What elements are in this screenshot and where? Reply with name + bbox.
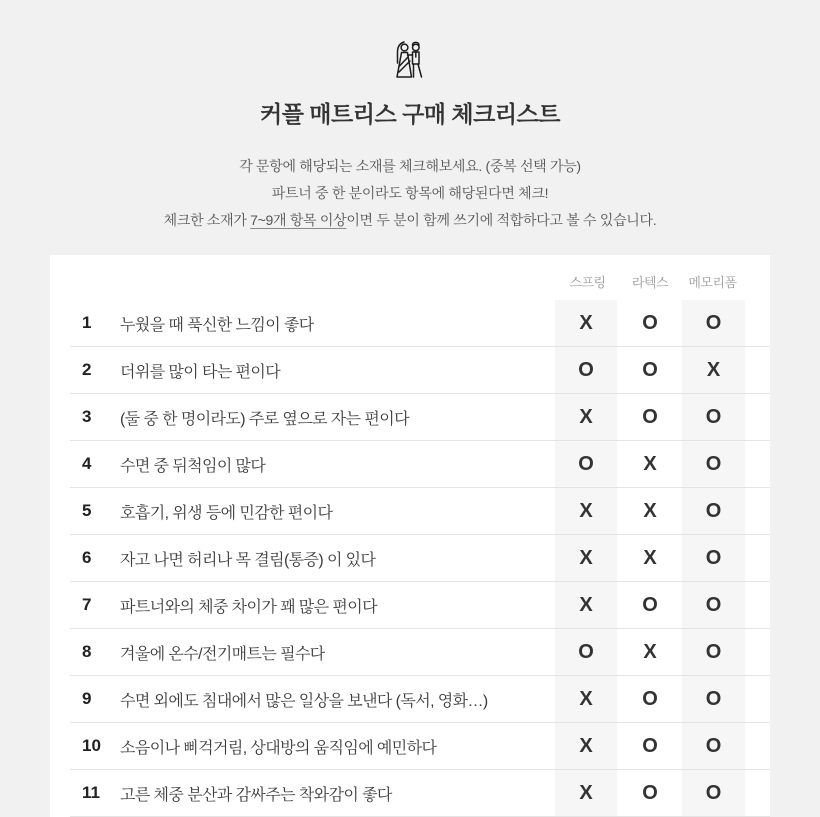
table-row (70, 629, 770, 676)
table-row (70, 582, 770, 629)
row-number: 9 (82, 689, 92, 708)
row-number: 3 (82, 407, 92, 426)
column-header-row (70, 255, 770, 300)
table-row (70, 676, 770, 723)
mark-latex: O (642, 593, 658, 616)
mark-spring: O (555, 441, 620, 487)
row-number: 5 (82, 501, 92, 520)
mark-latex: X (643, 499, 657, 522)
mark-memoryfoam: O (680, 535, 745, 581)
mark-latex: O (642, 358, 658, 381)
row-question: 파트너와의 체중 차이가 꽤 많은 편이다 (120, 598, 377, 616)
table-row (70, 347, 770, 394)
checklist-table (70, 255, 770, 817)
row-number: 4 (82, 454, 92, 473)
page-header (0, 0, 820, 234)
table-row (70, 535, 770, 582)
row-question: 호흡기, 위생 등에 민감한 편이다 (120, 504, 333, 522)
checklist-rows (70, 300, 770, 817)
row-question: 자고 나면 허리나 목 결림(통증) 이 있다 (120, 551, 376, 569)
mark-latex: X (643, 452, 657, 475)
mark-latex: X (643, 546, 657, 569)
row-number: 10 (82, 736, 101, 755)
mark-memoryfoam: O (680, 770, 745, 816)
row-number: 2 (82, 360, 92, 379)
column-header-latex: 라텍스 (631, 275, 669, 290)
row-number: 8 (82, 642, 92, 661)
row-question: 소음이나 삐걱거림, 상대방의 움직임에 예민하다 (120, 739, 437, 757)
table-row (70, 488, 770, 535)
row-number: 7 (82, 595, 92, 614)
page-title: 커플 매트리스 구매 체크리스트 (259, 101, 560, 127)
mark-latex: X (643, 640, 657, 663)
mark-memoryfoam: O (680, 488, 745, 534)
instruction-line-3: 체크한 소재가 7~9개 항목 이상이면 두 분이 함께 쓰기에 적합하다고 볼 수 있습니다. (163, 212, 657, 228)
table-row (70, 770, 770, 817)
row-question: 고른 체중 분산과 감싸주는 착와감이 좋다 (120, 786, 392, 804)
mark-latex: O (642, 687, 658, 710)
mark-spring: X (555, 488, 620, 534)
table-row (70, 300, 770, 347)
row-number: 1 (82, 313, 92, 332)
table-row (70, 441, 770, 488)
mark-memoryfoam: O (680, 629, 745, 675)
mark-spring: O (555, 347, 620, 393)
mark-memoryfoam: X (680, 347, 745, 393)
table-row (70, 723, 770, 770)
row-question: 수면 중 뒤척임이 많다 (120, 457, 266, 475)
row-number: 11 (82, 783, 100, 802)
column-header-spring: 스프링 (569, 275, 606, 290)
mark-memoryfoam: O (680, 676, 745, 722)
wedding-couple-icon (0, 37, 820, 85)
mark-latex: O (642, 311, 658, 334)
mark-memoryfoam: O (680, 723, 745, 769)
mark-spring: X (555, 723, 620, 769)
mark-spring: X (555, 394, 620, 440)
mark-latex: O (642, 781, 658, 804)
underlined-threshold: 7~9개 항목 이상 (250, 212, 347, 228)
row-question: 수면 외에도 침대에서 많은 일상을 보낸다 (독서, 영화…) (120, 692, 488, 710)
column-header-memoryfoam: 메모리폼 (688, 275, 737, 290)
mark-spring: X (555, 300, 620, 346)
checklist-card (50, 255, 770, 817)
mark-spring: X (555, 535, 620, 581)
mark-memoryfoam: O (680, 300, 745, 346)
mark-spring: O (555, 629, 620, 675)
row-question: 더위를 많이 타는 편이다 (120, 363, 281, 381)
row-question: 누웠을 때 푹신한 느낌이 좋다 (120, 316, 314, 334)
mark-memoryfoam: O (680, 441, 745, 487)
instruction-line-1: 각 문항에 해당되는 소재를 체크해보세요. (중복 선택 가능) (239, 158, 581, 174)
row-question: 겨울에 온수/전기매트는 필수다 (120, 645, 325, 663)
row-question: (둘 중 한 명이라도) 주로 옆으로 자는 편이다 (120, 410, 409, 428)
mark-latex: O (642, 734, 658, 757)
mark-latex: O (642, 405, 658, 428)
mark-spring: X (555, 676, 620, 722)
row-number: 6 (82, 548, 92, 567)
mark-memoryfoam: O (680, 582, 745, 628)
instructions (0, 153, 820, 234)
table-row (70, 394, 770, 441)
mark-spring: X (555, 770, 620, 816)
mark-memoryfoam: O (680, 394, 745, 440)
instruction-line-2: 파트너 중 한 분이라도 항목에 해당된다면 체크! (271, 185, 549, 201)
mark-spring: X (555, 582, 620, 628)
